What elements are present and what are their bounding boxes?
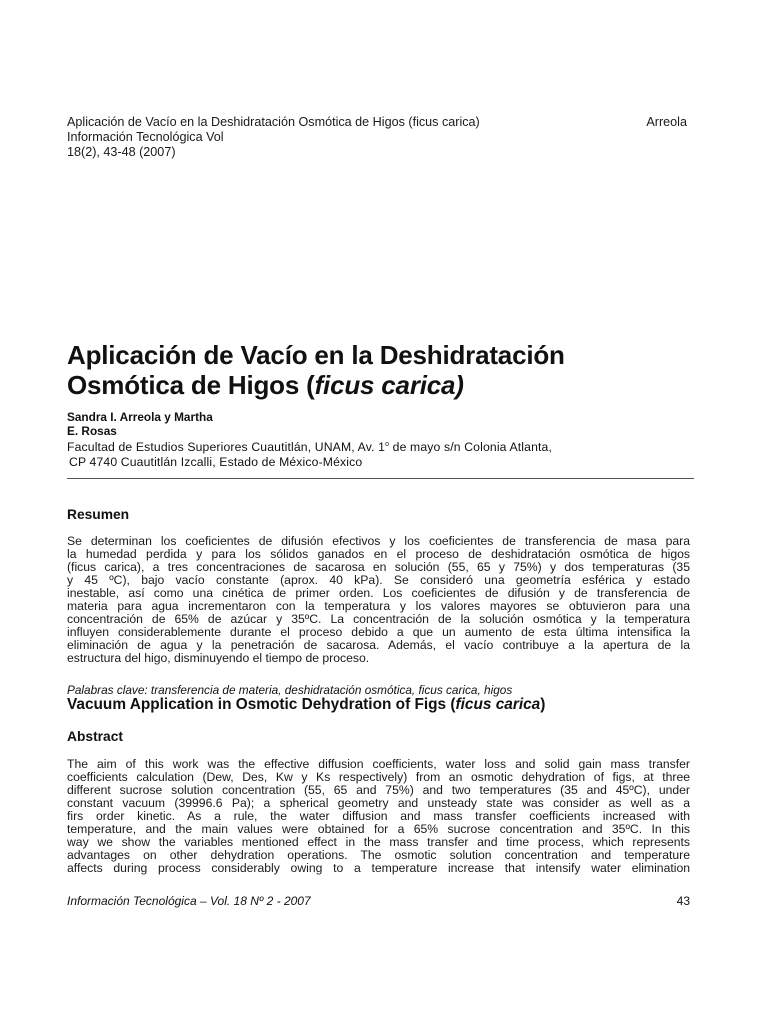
abstract-heading: Abstract (67, 729, 123, 744)
section-divider (67, 478, 694, 479)
resumen-line: inestable, así como una cinética de primer orden. Los coeficientes de difusión y de transferencia de (67, 586, 690, 600)
article-title-line2: Osmótica de Higos (ficus carica) (67, 370, 464, 400)
running-header-author: Arreola (646, 115, 687, 129)
running-header-journal: Información Tecnológica Vol (67, 130, 224, 144)
abstract-line: The aim of this work was the effective diffusion coefficients, water loss and solid gain mass transfer (67, 757, 690, 771)
affiliation-line2: CP 4740 Cuautitlán Izcalli, Estado de México-México (69, 455, 363, 470)
page-number: 43 (676, 894, 690, 908)
abstract-line: constant vacuum (39996.6 Pa); a spherical geometry and unsteady state was consider as well as a (67, 796, 690, 810)
article-title-line1: Aplicación de Vacío en la Deshidratación (67, 340, 565, 370)
english-title: Vacuum Application in Osmotic Dehydration of Figs (ficus carica) (67, 696, 546, 713)
resumen-heading: Resumen (67, 507, 130, 522)
abstract-line: firs order kinetic. As a rule, the water diffusion and mass transfer coefficients increased with (67, 809, 690, 823)
affiliation (67, 437, 667, 470)
authors-line1: Sandra I. Arreola y Martha (67, 410, 213, 424)
resumen-line: concentración de 65% de azúcar y 35ºC. La concentración de la solución osmótica y la temperatura (67, 612, 690, 626)
abstract-line: advantages on other dehydration operations. The osmotic solution concentration and temperature (67, 848, 690, 862)
running-header-title: Aplicación de Vacío en la Deshidratación Osmótica de Higos (ficus carica) (67, 115, 480, 129)
abstract-line: temperature, and the main values were obtained for a 65% sucrose concentration and 35ºC. In this (67, 822, 690, 836)
resumen-line: (ficus carica), a tres concentraciones de sacarosa en solución (55, 65 y 75%) y dos temperaturas (35 (67, 560, 690, 574)
resumen-line: Se determinan los coeficientes de difusión efectivos y los coeficientes de transferencia de masa para (67, 534, 690, 548)
resumen-line: la humedad perdida y para los sólidos ganados en el proceso de deshidratación osmótica de higos (67, 547, 690, 561)
resumen-line: y 45 ºC), bajo vacío constante (aprox. 40 kPa). Se consideró una geometría esférica y estado (67, 573, 690, 587)
abstract-body (67, 758, 690, 875)
keywords: Palabras clave: transferencia de materia, deshidratación osmótica, ficus carica, higos (67, 683, 513, 697)
authors-line2: E. Rosas (67, 424, 117, 438)
abstract-line: different sucrose solution concentration (55, 65 and 75%) and two temperatures (35 and 45ºC), under (67, 783, 690, 797)
resumen-line: estructura del higo, disminuyendo el tiempo de proceso. (67, 651, 370, 665)
abstract-line: affects during process considerably owing to a temperature increase that intensify water elimination (67, 861, 690, 875)
affiliation-line1: Facultad de Estudios Superiores Cuautitlán, UNAM, Av. 1$^o$ de mayo s/n Colonia Atlanta, (67, 440, 552, 455)
article-title (67, 340, 707, 400)
abstract-line: way we show the variables mentioned effect in the mass transfer and time process, which represents (67, 835, 690, 849)
resumen-body (67, 535, 690, 665)
running-header-issue: 18(2), 43-48 (2007) (67, 145, 176, 159)
footer-journal: Información Tecnológica – Vol. 18 Nº 2 - 2007 (67, 894, 311, 908)
running-header (67, 115, 687, 160)
abstract-line: coefficients calculation (Dew, Des, Kw y Ks respectively) from an osmotic dehydration of figs, at three (67, 770, 690, 784)
authors (67, 410, 213, 438)
resumen-line: materia para agua incrementaron con la temperatura y los valores mayores se obtuvieron para una (67, 599, 690, 613)
resumen-line: influyen considerablemente durante el proceso debido a que un aumento de esta última intensifica la (67, 625, 690, 639)
resumen-line: eliminación de agua y la penetración de sacarosa. Además, el vacío contribuye a la apertura de la (67, 638, 690, 652)
